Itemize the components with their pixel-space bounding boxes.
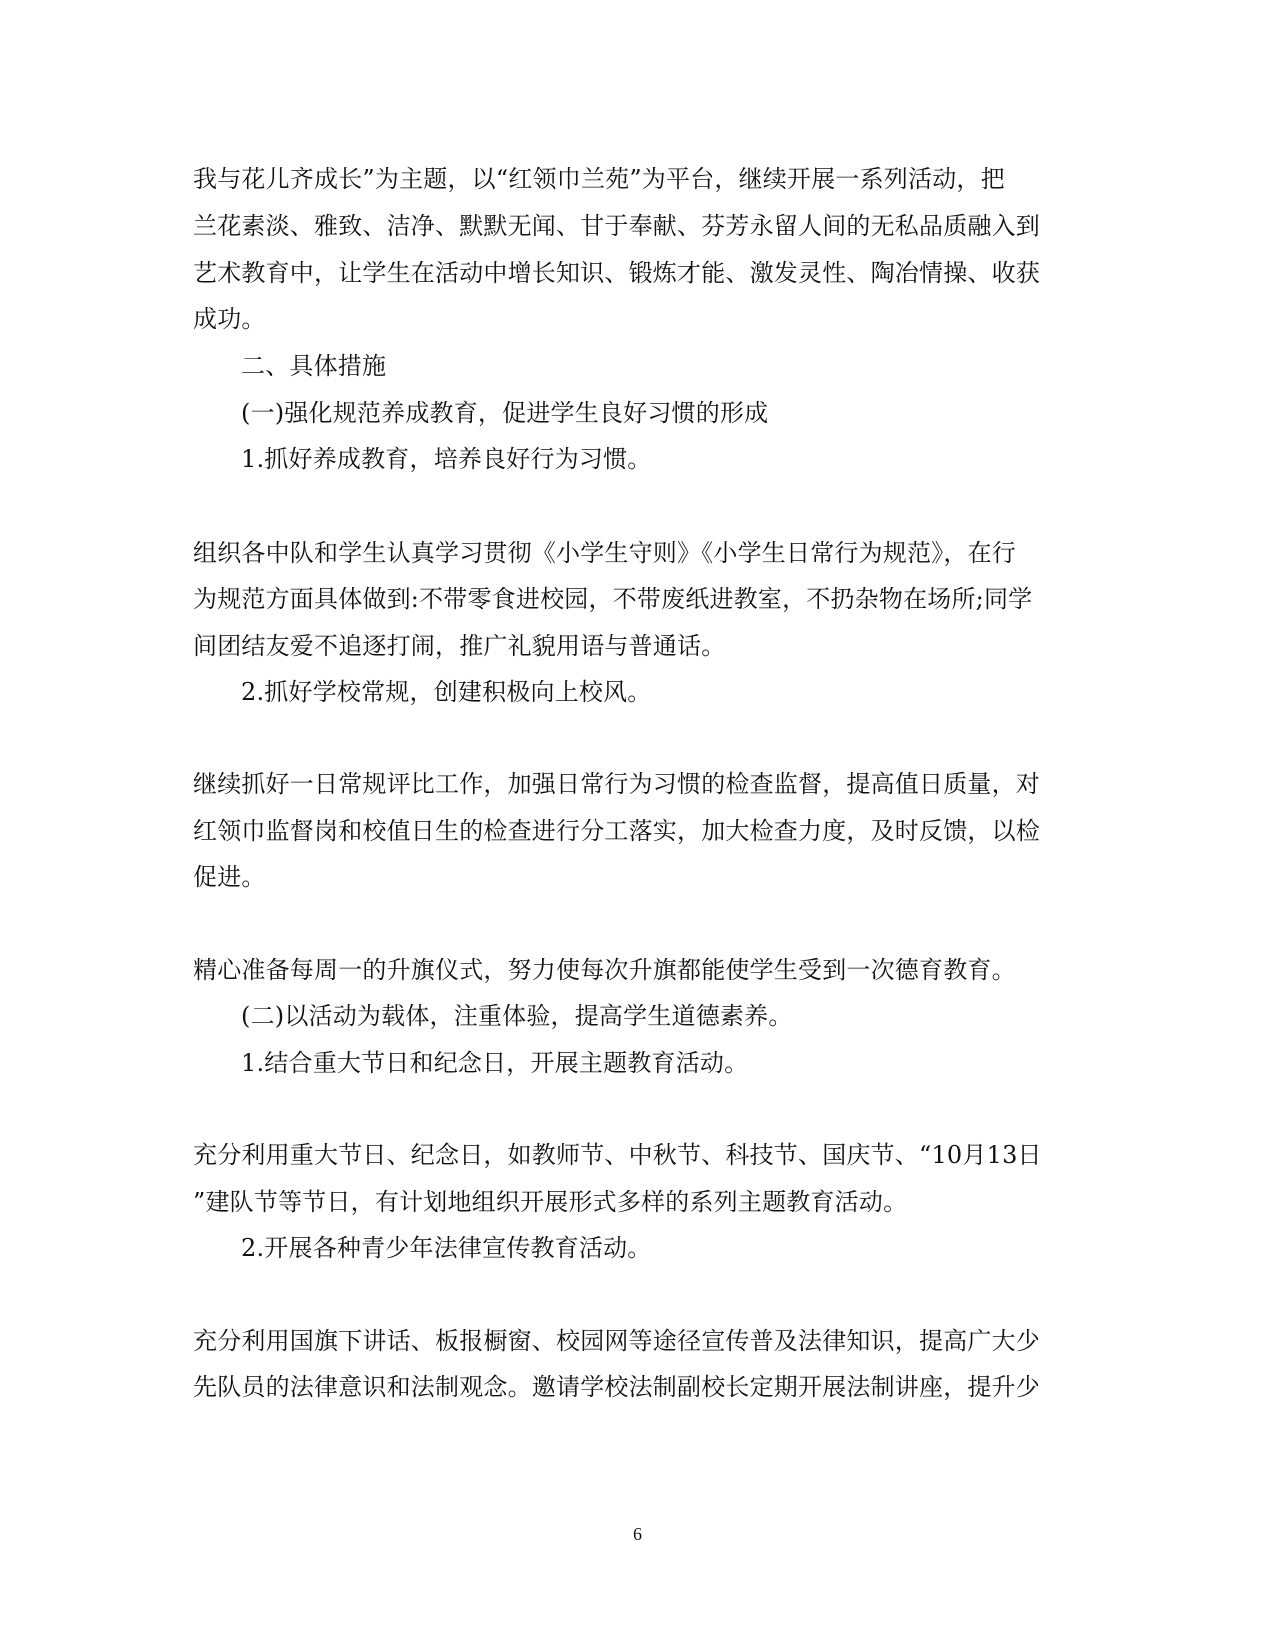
body-text-line: 充分利用重大节日、纪念日，如教师节、中秋节、科技节、国庆节、“10月13日 <box>193 1141 1042 1169</box>
subsection-heading: (一)强化规范养成教育，促进学生良好习惯的形成 <box>241 399 769 427</box>
list-item-heading: 2.抓好学校常规，创建积极向上校风。 <box>241 678 652 706</box>
body-text-line: ”建队节等节日，有计划地组织开展形式多样的系列主题教育活动。 <box>193 1188 908 1216</box>
body-text-line: 成功。 <box>193 305 266 333</box>
list-item-heading: 1.抓好养成教育，培养良好行为习惯。 <box>241 445 652 473</box>
body-text-line: 促进。 <box>193 863 266 891</box>
body-text-line: 继续抓好一日常规评比工作，加强日常行为习惯的检查监督，提高值日质量，对 <box>193 770 1040 798</box>
section-heading: 二、具体措施 <box>241 352 387 380</box>
body-text-line: 精心准备每周一的升旗仪式，努力使每次升旗都能使学生受到一次德育教育。 <box>193 956 1016 984</box>
body-text-line: 充分利用国旗下讲话、板报橱窗、校园网等途径宣传普及法律知识，提高广大少 <box>193 1327 1040 1355</box>
body-text-line: 为规范方面具体做到:不带零食进校园，不带废纸进教室，不扔杂物在场所;同学 <box>193 585 1033 613</box>
list-item-heading: 2.开展各种青少年法律宣传教育活动。 <box>241 1234 652 1262</box>
page-number: 6 <box>633 1524 642 1544</box>
list-item-heading: 1.结合重大节日和纪念日，开展主题教育活动。 <box>241 1049 749 1077</box>
subsection-heading: (二)以活动为载体，注重体验，提高学生道德素养。 <box>241 1002 793 1030</box>
body-text-line: 间团结友爱不追逐打闹，推广礼貌用语与普通话。 <box>193 632 726 660</box>
body-text-line: 红领巾监督岗和校值日生的检查进行分工落实，加大检查力度，及时反馈，以检 <box>193 817 1040 845</box>
body-text-line: 我与花儿齐成长”为主题，以“红领巾兰苑”为平台，继续开展一系列活动，把 <box>193 165 1005 193</box>
body-text-line: 组织各中队和学生认真学习贯彻《小学生守则》《小学生日常行为规范》，在行 <box>193 539 1016 567</box>
body-text-line: 先队员的法律意识和法制观念。邀请学校法制副校长定期开展法制讲座，提升少 <box>193 1373 1040 1401</box>
body-text-line: 艺术教育中，让学生在活动中增长知识、锻炼才能、激发灵性、陶冶情操、收获 <box>193 259 1040 287</box>
body-text-line: 兰花素淡、雅致、洁净、默默无闻、甘于奉献、芬芳永留人间的无私品质融入到 <box>193 212 1040 240</box>
